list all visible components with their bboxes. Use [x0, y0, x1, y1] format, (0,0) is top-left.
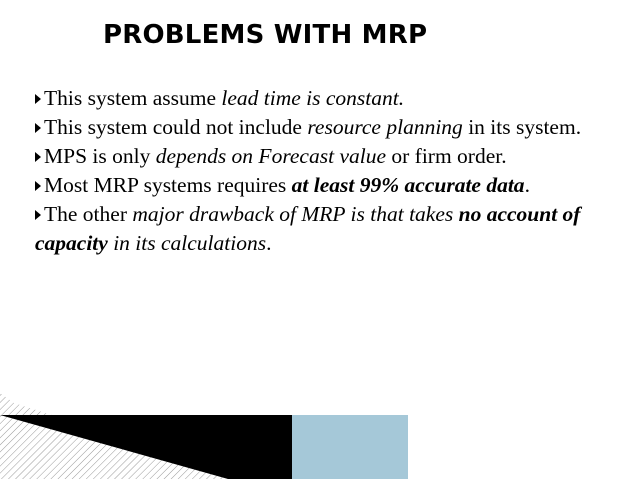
bullet-text: no account of capacity — [35, 202, 581, 255]
triangle-right-icon — [35, 181, 41, 191]
bullet-item — [35, 113, 605, 142]
bullet-text: Most MRP systems requires — [44, 173, 292, 197]
bullet-text: lead time is constant. — [221, 86, 405, 110]
blue-block — [292, 415, 408, 479]
bullet-list — [35, 84, 605, 258]
bullet-item — [35, 84, 605, 113]
triangle-right-icon — [35, 123, 41, 133]
bullet-item — [35, 200, 605, 258]
bullet-text: The other — [44, 202, 133, 226]
triangle-right-icon — [35, 210, 41, 220]
bullet-text: depends on Forecast value — [155, 144, 386, 168]
bullet-text: resource planning — [307, 115, 463, 139]
footer-decoration — [0, 381, 638, 479]
bullet-item — [35, 171, 605, 200]
bullet-text: or firm order. — [386, 144, 507, 168]
bullet-text: This system could not include — [44, 115, 308, 139]
bullet-text: in its system. — [462, 115, 582, 139]
bullet-text: . — [524, 173, 530, 197]
bullet-item — [35, 142, 605, 171]
bullet-text: major drawback of MRP is that takes — [132, 202, 459, 226]
footer-graphic — [0, 381, 638, 479]
bullet-text: in its calculations — [107, 231, 267, 255]
bullet-text: at least 99% accurate data — [291, 173, 525, 197]
bullet-text: MPS is only — [44, 144, 156, 168]
bullet-text: This system assume — [44, 86, 222, 110]
bullet-text: . — [266, 231, 272, 255]
triangle-right-icon — [35, 94, 41, 104]
slide-title: PROBLEMS WITH MRP — [103, 20, 428, 50]
triangle-right-icon — [35, 152, 41, 162]
